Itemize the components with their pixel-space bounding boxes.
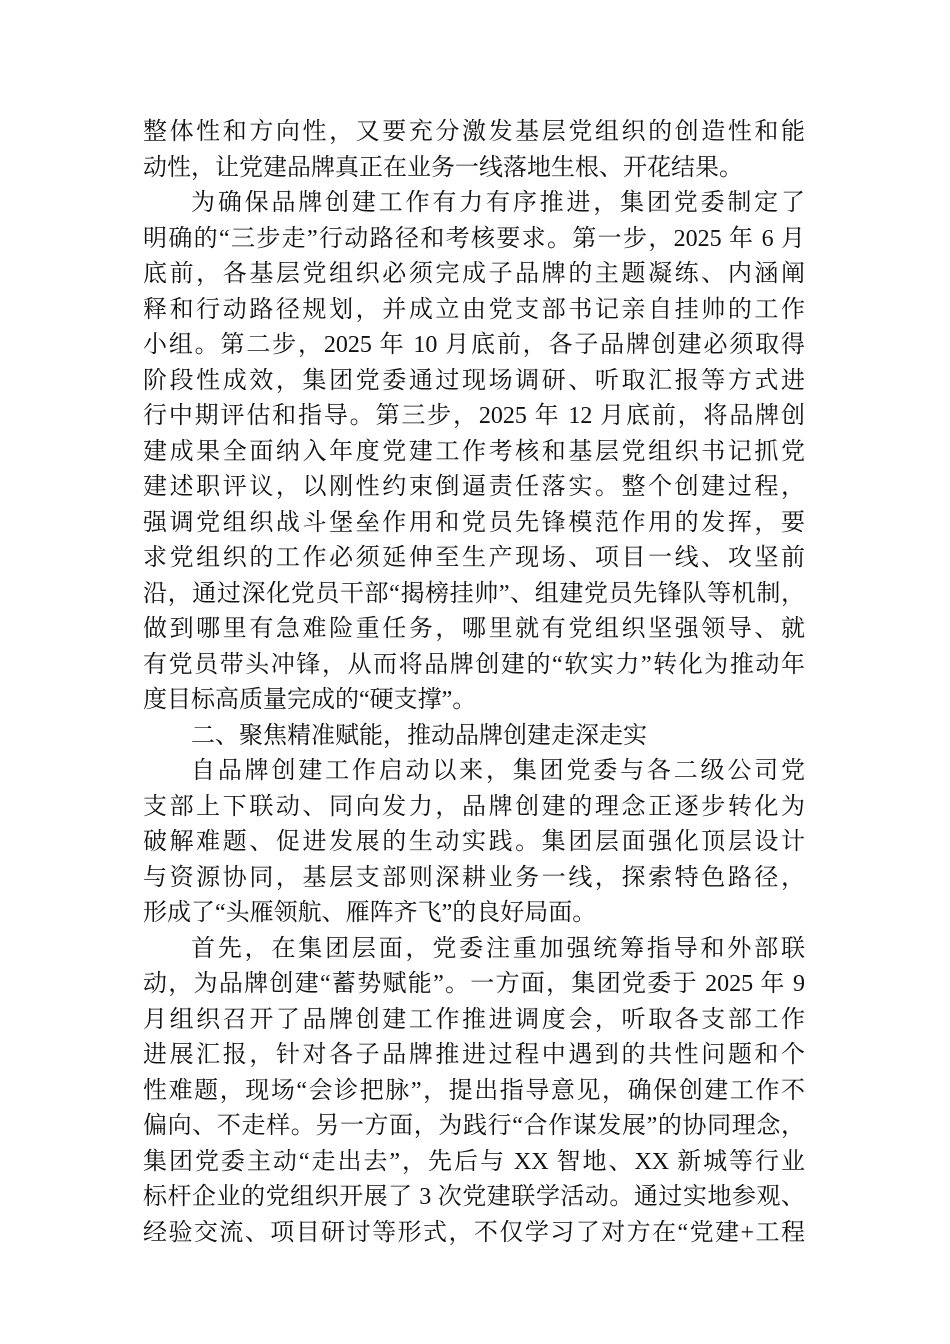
section-heading: [143, 719, 805, 755]
text-line: 释和行动路径规划，并成立由党支部书记亲自挂帅的工作: [143, 296, 805, 323]
text-line: 形成了“头雁领航、雁阵齐飞”的良好局面。: [143, 900, 597, 926]
paragraph: [143, 754, 805, 932]
text-line: 做到哪里有急难险重任务，哪里就有党组织坚强领导、就: [143, 616, 805, 642]
text-line: 阶段性成效，集团党委通过现场调研、听取汇报等方式进: [143, 367, 805, 394]
text-line: 动，为品牌创建“蓄势赋能”。一方面，集团党委于 2025 年 9: [143, 971, 805, 997]
text-line: 求党组织的工作必须延伸至生产现场、项目一线、攻坚前: [143, 545, 805, 571]
text-line: 建述职评议，以刚性约束倒逼责任落实。整个创建过程，: [143, 474, 805, 500]
text-line: 有党员带头冲锋，从而将品牌创建的“软实力”转化为推动年: [143, 651, 805, 678]
text-line: 建成果全面纳入年度党建工作考核和基层党组织书记抓党: [143, 438, 805, 465]
text-line: 性难题，现场“会诊把脉”，提出指导意见，确保创建工作不: [143, 1077, 805, 1104]
text-line: 自品牌创建工作启动以来，集团党委与各二级公司党: [191, 758, 805, 784]
text-line: 支部上下联动、同向发力，品牌创建的理念正逐步转化为: [143, 793, 805, 820]
text-line: 月组织召开了品牌创建工作推进调度会，听取各支部工作: [143, 1006, 805, 1033]
text-line: 偏向、不走样。另一方面，为践行“合作谋发展”的协同理念，: [143, 1113, 805, 1139]
text-line: 经验交流、项目研讨等形式，不仅学习了对方在“党建+工程: [143, 1219, 805, 1246]
paragraph: [143, 115, 805, 186]
text-line: 动性，让党建品牌真正在业务一线落地生根、开花结果。: [143, 154, 743, 181]
text-line: 沿，通过深化党员干部“揭榜挂帅”、组建党员先锋队等机制，: [143, 580, 805, 607]
text-line: 底前，各基层党组织必须完成子品牌的主题凝练、内涵阐: [143, 261, 805, 287]
text-line: 首先，在集团层面，党委注重加强统筹指导和外部联: [191, 935, 805, 962]
text-line: 集团党委主动“走出去”，先后与 XX 智地、XX 新城等行业: [143, 1148, 805, 1175]
text-line: 整体性和方向性，又要充分激发基层党组织的创造性和能: [143, 119, 805, 145]
text-line: 度目标高质量完成的“硬支撑”。: [143, 687, 477, 713]
text-line: 明确的“三步走”行动路径和考核要求。第一步，2025 年 6 月: [143, 225, 805, 252]
text-line: 行中期评估和指导。第三步，2025 年 12 月底前，将品牌创: [143, 403, 805, 429]
text-line: 强调党组织战斗堡垒作用和党员先锋模范作用的发挥，要: [143, 509, 805, 536]
paragraph: [143, 186, 805, 719]
text-line: 为确保品牌创建工作有力有序推进，集团党委制定了: [191, 190, 805, 216]
text-line: 二、聚焦精准赋能，推动品牌创建走深走实: [191, 722, 647, 749]
text-line: 标杆企业的党组织开展了 3 次党建联学活动。通过实地参观、: [143, 1184, 805, 1210]
document-body: [143, 115, 805, 1251]
text-line: 与资源协同，基层支部则深耕业务一线，探索特色路径，: [143, 864, 805, 891]
text-line: 破解难题、促进发展的生动实践。集团层面强化顶层设计: [143, 829, 805, 855]
text-line: 进展汇报，针对各子品牌推进过程中遇到的共性问题和个: [143, 1042, 805, 1068]
text-line: 小组。第二步，2025 年 10 月底前，各子品牌创建必须取得: [143, 332, 805, 358]
paragraph: [143, 932, 805, 1252]
